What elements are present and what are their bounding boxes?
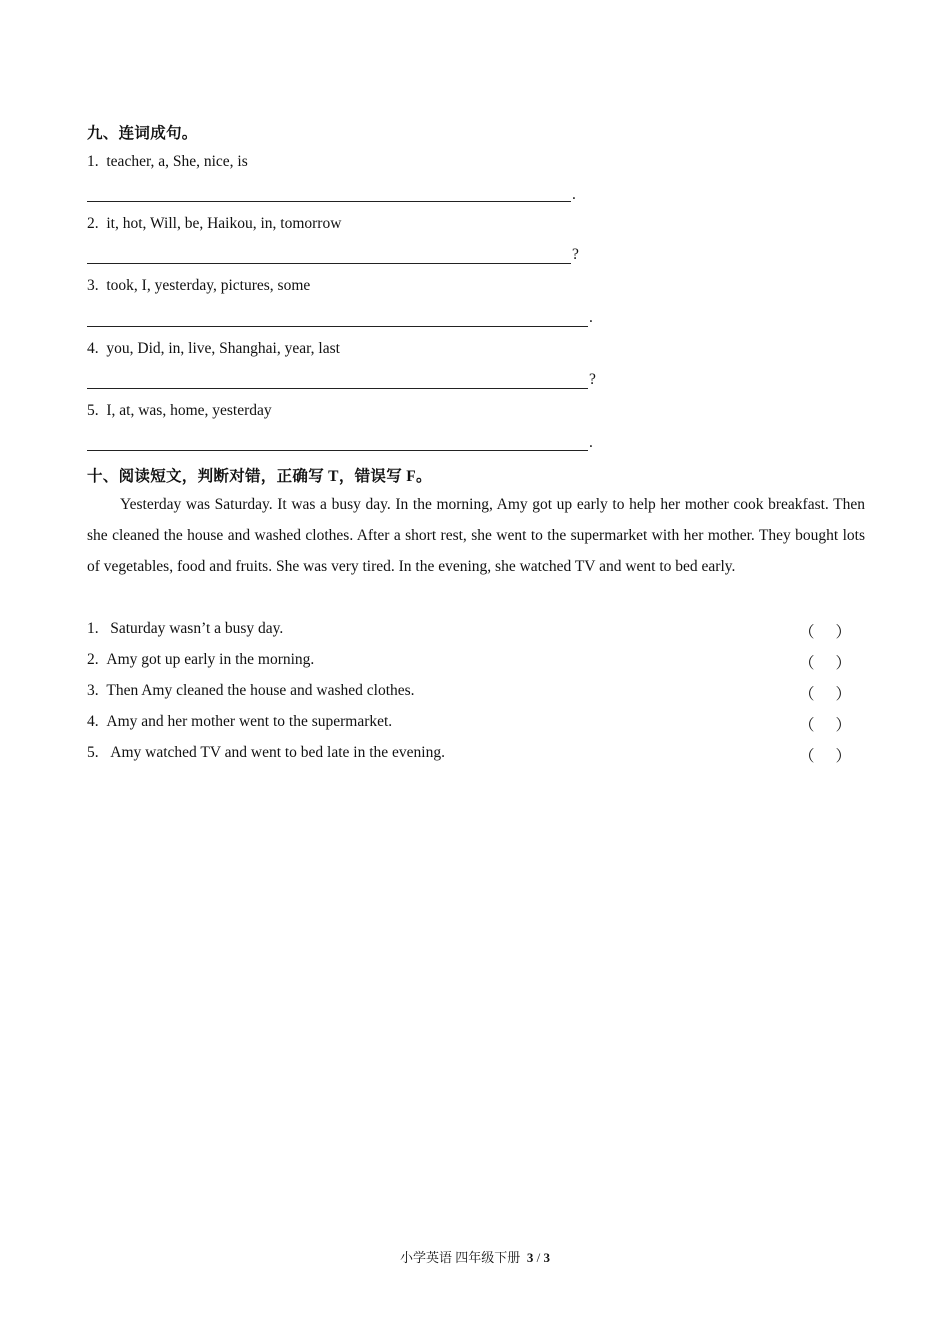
item-number: 2. <box>87 651 99 668</box>
statement-text: Amy got up early in the morning. <box>106 651 315 668</box>
reorder-item-1 <box>87 153 248 171</box>
end-punctuation: ? <box>572 246 579 263</box>
end-punctuation: . <box>589 434 593 451</box>
paren-close: ） <box>835 624 851 641</box>
page-separator: / <box>536 1250 541 1265</box>
end-punctuation: . <box>572 186 576 203</box>
item-number: 3. <box>87 682 99 699</box>
item-number: 1. <box>87 153 99 170</box>
page-total: 3 <box>543 1250 550 1265</box>
answer-line-4[interactable] <box>87 388 588 389</box>
answer-line-3[interactable] <box>87 326 588 327</box>
true-false-item-4 <box>87 713 862 737</box>
paren-close: ） <box>835 717 851 734</box>
statement-text: Then Amy cleaned the house and washed clothes. <box>106 682 415 699</box>
statement-text: Amy watched TV and went to bed late in the evening. <box>110 744 445 761</box>
item-number: 5. <box>87 744 99 761</box>
scrambled-words: I, at, was, home, yesterday <box>106 402 272 419</box>
item-number: 5. <box>87 402 99 419</box>
scrambled-words: you, Did, in, live, Shanghai, year, last <box>106 340 340 357</box>
end-punctuation: . <box>589 309 593 326</box>
item-number: 2. <box>87 215 99 232</box>
answer-line-1[interactable] <box>87 201 571 202</box>
true-false-item-5 <box>87 744 862 768</box>
reorder-item-3 <box>87 277 310 295</box>
paren-open: （ <box>799 717 815 734</box>
footer-label: 小学英语 四年级下册 <box>400 1250 521 1265</box>
item-number: 4. <box>87 713 99 730</box>
page-current: 3 <box>526 1250 534 1265</box>
true-false-item-1 <box>87 620 862 644</box>
paren-close: ） <box>835 748 851 765</box>
scrambled-words: teacher, a, She, nice, is <box>106 153 248 170</box>
reading-passage: Yesterday was Saturday. It was a busy day. In the morning, Amy got up early to help her mother cook breakfast. Then she cleaned the house and washed clothes. After a short rest, she went to the supermarket with her mother. They bought lots of vegetables, food and fruits. She was very tired. In the evening, she watched TV and went to bed early. <box>87 496 865 575</box>
answer-line-2[interactable] <box>87 263 571 264</box>
answer-line-5[interactable] <box>87 450 588 451</box>
paren-close: ） <box>835 655 851 672</box>
true-false-item-3 <box>87 682 862 706</box>
section-9-heading: 九、连词成句。 <box>87 125 198 142</box>
item-number: 3. <box>87 277 99 294</box>
page-footer <box>0 1247 950 1266</box>
paren-close: ） <box>835 686 851 703</box>
item-number: 4. <box>87 340 99 357</box>
paren-open: （ <box>799 686 815 703</box>
item-number: 1. <box>87 620 99 637</box>
statement-text: Amy and her mother went to the supermarket. <box>106 713 393 730</box>
statement-text: Saturday wasn’t a busy day. <box>110 620 284 637</box>
scrambled-words: took, I, yesterday, pictures, some <box>106 277 311 294</box>
scrambled-words: it, hot, Will, be, Haikou, in, tomorrow <box>106 215 342 232</box>
section-10-heading: 十、阅读短文，判断对错，正确写 T，错误写 F。 <box>87 468 432 485</box>
end-punctuation: ? <box>589 371 596 388</box>
reorder-item-4 <box>87 340 340 358</box>
reorder-item-5 <box>87 402 272 420</box>
paren-open: （ <box>799 624 815 641</box>
reorder-item-2 <box>87 215 341 233</box>
true-false-item-2 <box>87 651 862 675</box>
paren-open: （ <box>799 748 815 765</box>
paren-open: （ <box>799 655 815 672</box>
